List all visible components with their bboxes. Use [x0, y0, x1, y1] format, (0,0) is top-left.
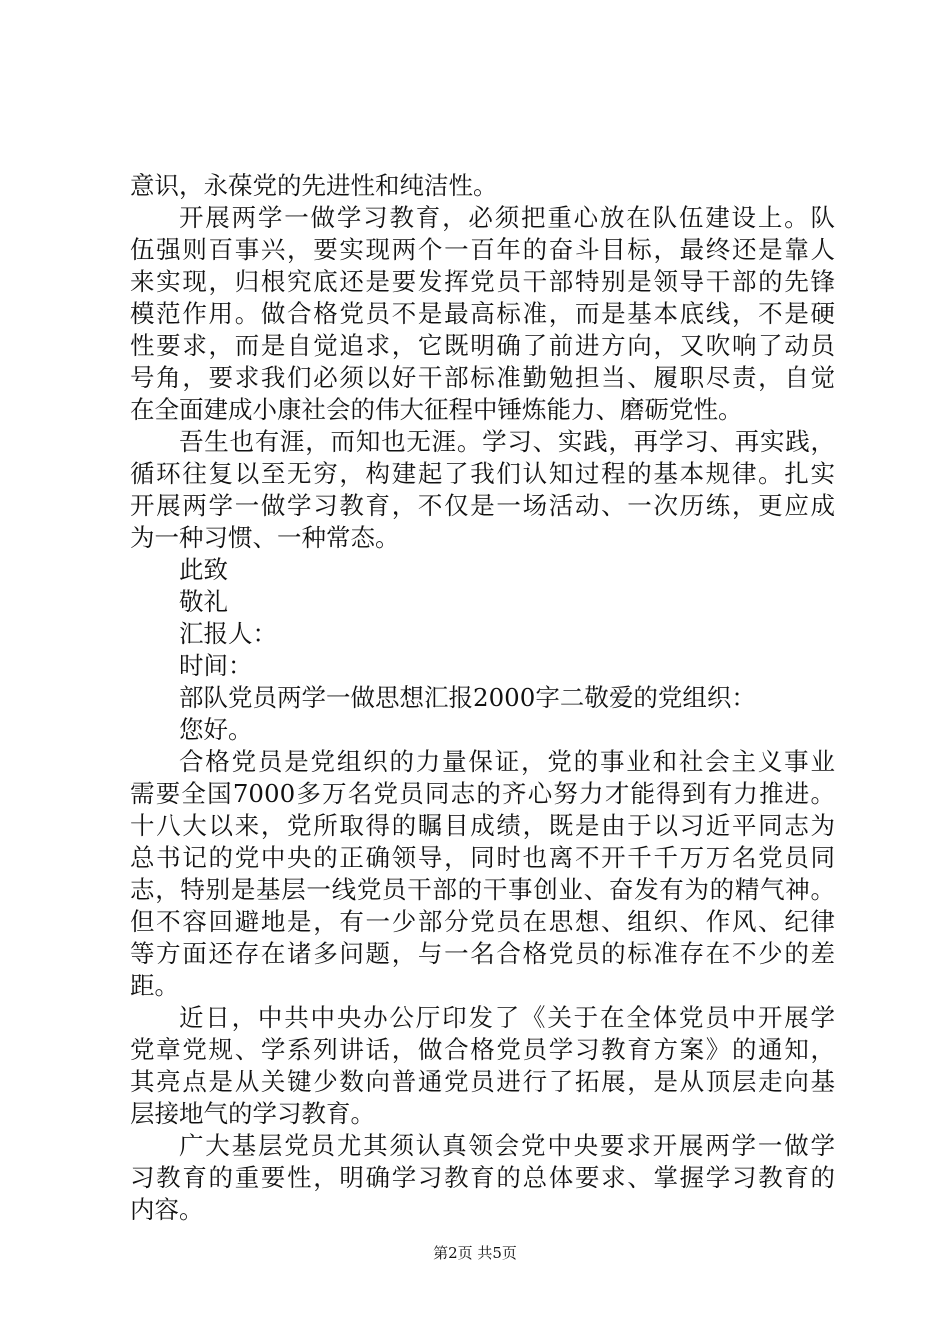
page-footer [0, 1243, 950, 1263]
text-line: 号角，要求我们必须以好干部标准勤勉担当、履职尽责，自觉 [130, 363, 835, 392]
paragraph-first-line: 开展两学一做学习教育，必须把重心放在队伍建设上。队 [179, 203, 835, 232]
text-line: 在全面建成小康社会的伟大征程中锤炼能力、磨砺党性。 [130, 395, 743, 424]
text-line: 但不容回避地是，有一少部分党员在思想、组织、作风、纪律 [130, 907, 835, 936]
date-label: 时间： [179, 651, 253, 680]
text-line: 十八大以来，党所取得的瞩目成绩，既是由于以习近平同志为 [130, 811, 835, 840]
text-line: 距。 [130, 971, 179, 1000]
text-line: 为一种习惯、一种常态。 [130, 523, 400, 552]
closing-salutation: 此致 [179, 555, 228, 584]
text-line: 层接地气的学习教育。 [130, 1099, 375, 1128]
text-line: 党章党规、学系列讲话，做合格党员学习教育方案》的通知， [130, 1035, 835, 1064]
section-heading: 部队党员两学一做思想汇报2000字二敬爱的党组织： [179, 683, 756, 712]
text-line: 意识，永葆党的先进性和纯洁性。 [130, 171, 498, 200]
page-number: 第2页 共5页 [433, 1244, 517, 1262]
text-line: 模范作用。做合格党员不是最高标准，而是基本底线，不是硬 [130, 299, 835, 328]
paragraph-first-line: 广大基层党员尤其须认真领会党中央要求开展两学一做学 [179, 1131, 835, 1160]
text-line: 其亮点是从关键少数向普通党员进行了拓展，是从顶层走向基 [130, 1067, 835, 1096]
text-line: 性要求，而是自觉追求，它既明确了前进方向，又吹响了动员 [130, 331, 835, 360]
greeting: 您好。 [179, 715, 253, 744]
paragraph-first-line: 近日，中共中央办公厅印发了《关于在全体党员中开展学 [179, 1003, 835, 1032]
text-line: 习教育的重要性，明确学习教育的总体要求、掌握学习教育的 [130, 1163, 835, 1192]
text-line: 需要全国7000多万名党员同志的齐心努力才能得到有力推进。 [130, 779, 835, 808]
document-body [130, 170, 835, 1226]
reporter-label: 汇报人： [179, 619, 277, 648]
text-line: 志，特别是基层一线党员干部的干事创业、奋发有为的精气神。 [130, 875, 835, 904]
text-line: 开展两学一做学习教育，不仅是一场活动、一次历练，更应成 [130, 491, 835, 520]
text-line: 等方面还存在诸多问题，与一名合格党员的标准存在不少的差 [130, 939, 835, 968]
closing-regards: 敬礼 [179, 587, 228, 616]
paragraph-first-line: 吾生也有涯，而知也无涯。学习、实践，再学习、再实践， [179, 427, 835, 456]
text-line: 伍强则百事兴，要实现两个一百年的奋斗目标，最终还是靠人 [130, 235, 835, 264]
paragraph-first-line: 合格党员是党组织的力量保证，党的事业和社会主义事业 [179, 747, 835, 776]
text-line: 循环往复以至无穷，构建起了我们认知过程的基本规律。扎实 [130, 459, 835, 488]
text-line: 来实现，归根究底还是要发挥党员干部特别是领导干部的先锋 [130, 267, 835, 296]
text-line: 总书记的党中央的正确领导，同时也离不开千千万万名党员同 [130, 843, 835, 872]
text-line: 内容。 [130, 1195, 204, 1224]
